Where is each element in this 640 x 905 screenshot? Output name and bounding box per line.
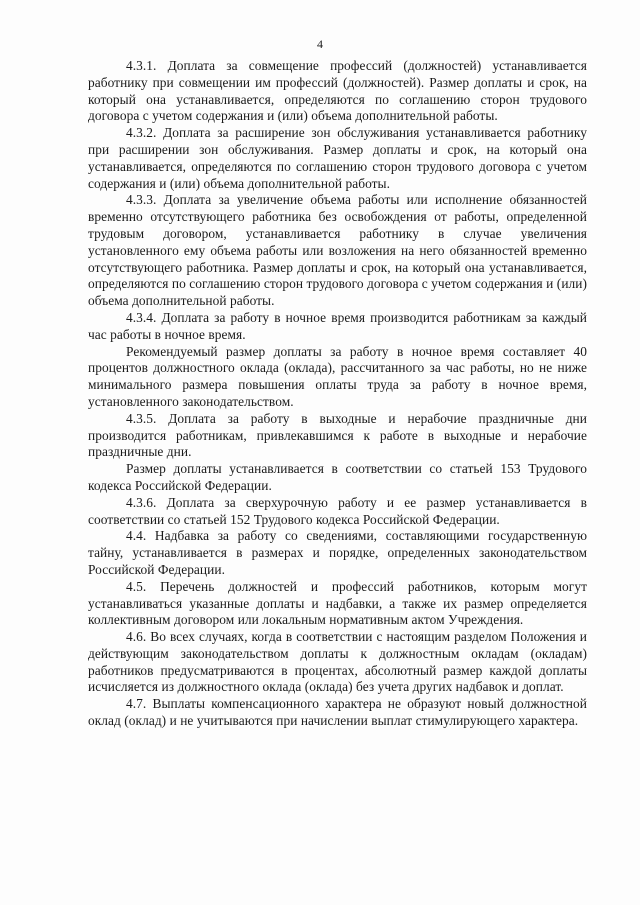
paragraph-4-5: 4.5. Перечень должностей и профессий работников, которым могут устанавливаться указанные доплаты и надбавки, а также их размер определяется коллективным договором или локальным нормативным актом Учреждения. [88,578,587,628]
paragraph-4-3-4: 4.3.4. Доплата за работу в ночное время производится работникам за каждый час работы в ночное время. [88,309,587,342]
paragraph-4-7: 4.7. Выплаты компенсационного характера не образуют новый должностной оклад (оклад) и не учитываются при начислении выплат стимулирующего характера. [88,696,587,729]
paragraph-4-3-3: 4.3.3. Доплата за увеличение объема работы или исполнение обязанностей временно отсутствующего работника без освобождения от работы, определенной трудовым договором, устанавливается работнику в случае увеличения установленного ему объема работы или возложения на него обязанностей временно отсутствующего работника. Размер доплаты и срок, на который она устанавливается, определяются по соглашению сторон трудового договора с учетом содержания и (или) объема дополнительной работы. [88,192,587,309]
paragraph-4-3-1: 4.3.1. Доплата за совмещение профессий (должностей) устанавливается работнику при совмещении им профессий (должностей). Размер доплаты и срок, на который она устанавливается, определяются по соглашению сторон трудового договора с учетом содержания и (или) объема дополнительной работы. [88,58,587,124]
document-body [88,58,587,730]
paragraph-4-3-6: 4.3.6. Доплата за сверхурочную работу и ее размер устанавливается в соответствии со статьей 152 Трудового кодекса Российской Федерации. [88,494,587,527]
paragraph-4-6: 4.6. Во всех случаях, когда в соответствии с настоящим разделом Положения и действующим законодательством доплаты к должностным окладам (окладам) работников предусматриваются в процентах, абсолютный размер каждой доплаты исчисляется из должностного оклада (оклада) без учета других надбавок и доплат. [88,629,587,695]
page-number: 4 [317,37,323,51]
paragraph-night-rate: Рекомендуемый размер доплаты за работу в ночное время составляет 40 процентов должностного оклада (оклада), рассчитанного за час работы, но не ниже минимального размера повышения оплаты труда за работу в ночное время, установленного законодательством. [88,343,587,409]
paragraph-4-4: 4.4. Надбавка за работу со сведениями, составляющими государственную тайну, устанавливается в размерах и порядке, определенных законодательством Российской Федерации. [88,528,587,577]
paragraph-holiday-rate: Размер доплаты устанавливается в соответствии со статьей 153 Трудового кодекса Российской Федерации. [88,461,587,493]
paragraph-4-3-5: 4.3.5. Доплата за работу в выходные и нерабочие праздничные дни производится работникам, привлекавшимся к работе в выходные и нерабочие праздничные дни. [88,410,587,460]
paragraph-4-3-2: 4.3.2. Доплата за расширение зон обслуживания устанавливается работнику при расширении зон обслуживания. Размер доплаты и срок, на который она устанавливается, определяются по соглашению сторон трудового договора с учетом содержания и (или) объема дополнительной работы. [88,125,587,191]
